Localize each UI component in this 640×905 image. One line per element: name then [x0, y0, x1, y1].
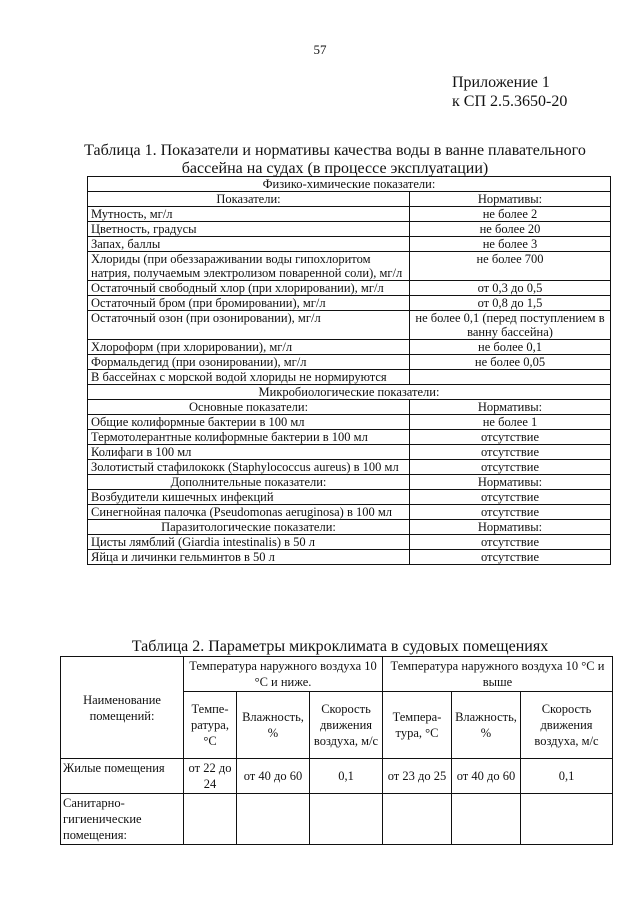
norm-cell: отсутствие [410, 430, 611, 445]
param-cell: Колифаги в 100 мл [88, 445, 410, 460]
header-parasit: Паразитологические показатели: [88, 520, 410, 535]
norm-cell-empty [410, 370, 611, 385]
norm-cell: не более 1 [410, 415, 611, 430]
param-cell: Возбудители кишечных инфекций [88, 490, 410, 505]
param-cell: Общие колиформные бактерии в 100 мл [88, 415, 410, 430]
header-norm: Нормативы: [410, 400, 611, 415]
table1-title [70, 142, 600, 178]
norm-cell: не более 0,05 [410, 355, 611, 370]
humidity-high-cell [452, 794, 521, 845]
param-cell: Синегнойная палочка (Pseudomonas aeruginosa) в 100 мл [88, 505, 410, 520]
table1-title-line-1: Таблица 1. Показатели и нормативы качества воды в ванне плавательного [84, 142, 586, 159]
norm-cell: отсутствие [410, 505, 611, 520]
header-main: Основные показатели: [88, 400, 410, 415]
section-physchem: Физико-химические показатели: [88, 177, 611, 192]
temp-low-cell [184, 794, 237, 845]
appendix-line-2: к СП 2.5.3650-20 [452, 93, 568, 110]
sea-water-note: В бассейнах с морской водой хлориды не нормируются [88, 370, 410, 385]
header-speed-low: Скорость движения воздуха, м/с [310, 692, 383, 759]
norm-cell: не более 0,1 [410, 340, 611, 355]
param-cell: Мутность, мг/л [88, 207, 410, 222]
norm-cell: от 0,8 до 1,5 [410, 296, 611, 311]
header-humidity-low: Влажность, % [237, 692, 310, 759]
param-cell: Золотистый стафилококк (Staphylococcus aureus) в 100 мл [88, 460, 410, 475]
param-cell: Запах, баллы [88, 237, 410, 252]
room-cell: Санитарно-гигиенические помещения: [61, 794, 184, 845]
header-additional: Дополнительные показатели: [88, 475, 410, 490]
section-micro: Микробиологические показатели: [88, 385, 611, 400]
appendix-reference [452, 73, 567, 111]
header-param: Показатели: [88, 192, 410, 207]
speed-high-cell: 0,1 [521, 759, 613, 794]
norm-cell: отсутствие [410, 445, 611, 460]
temp-high-cell: от 23 до 25 [383, 759, 452, 794]
header-temp-high: Темпера-тура, °С [383, 692, 452, 759]
norm-cell: не более 2 [410, 207, 611, 222]
header-norm: Нормативы: [410, 475, 611, 490]
param-cell: Яйца и личинки гельминтов в 50 л [88, 550, 410, 565]
norm-cell: не более 3 [410, 237, 611, 252]
header-group-high: Температура наружного воздуха 10 °С и выше [383, 657, 613, 692]
norm-cell: не более 700 [410, 252, 611, 281]
norm-cell: не более 0,1 (перед поступлением в ванну бассейна) [410, 311, 611, 340]
param-cell: Цисты лямблий (Giardia intestinalis) в 50 л [88, 535, 410, 550]
water-quality-table [87, 176, 611, 565]
norm-cell: отсутствие [410, 535, 611, 550]
microclimate-table [60, 656, 613, 845]
table1-title-line-2: бассейна на судах (в процессе эксплуатации) [181, 160, 489, 177]
param-cell: Термотолерантные колиформные бактерии в 100 мл [88, 430, 410, 445]
header-room: Наименование помещений: [61, 657, 184, 759]
appendix-line-1: Приложение 1 [452, 74, 550, 91]
header-temp-low: Темпе-ратура, °С [184, 692, 237, 759]
param-cell: Остаточный бром (при бромировании), мг/л [88, 296, 410, 311]
header-norm: Нормативы: [410, 520, 611, 535]
speed-high-cell [521, 794, 613, 845]
temp-low-cell: от 22 до 24 [184, 759, 237, 794]
temp-high-cell [383, 794, 452, 845]
speed-low-cell: 0,1 [310, 759, 383, 794]
norm-cell: от 0,3 до 0,5 [410, 281, 611, 296]
norm-cell: отсутствие [410, 550, 611, 565]
page-number: 57 [313, 42, 327, 57]
table2-title: Таблица 2. Параметры микроклимата в судовых помещениях [131, 638, 549, 655]
humidity-low-cell: от 40 до 60 [237, 759, 310, 794]
param-cell: Остаточный свободный хлор (при хлорировании), мг/л [88, 281, 410, 296]
norm-cell: отсутствие [410, 460, 611, 475]
param-cell: Хлороформ (при хлорировании), мг/л [88, 340, 410, 355]
humidity-high-cell: от 40 до 60 [452, 759, 521, 794]
header-group-low: Температура наружного воздуха 10 °С и ниже. [184, 657, 383, 692]
header-humidity-high: Влажность, % [452, 692, 521, 759]
header-norm: Нормативы: [410, 192, 611, 207]
param-cell: Остаточный озон (при озонировании), мг/л [88, 311, 410, 340]
room-cell: Жилые помещения [61, 759, 184, 794]
humidity-low-cell [237, 794, 310, 845]
speed-low-cell [310, 794, 383, 845]
norm-cell: не более 20 [410, 222, 611, 237]
header-speed-high: Скорость движения воздуха, м/с [521, 692, 613, 759]
norm-cell: отсутствие [410, 490, 611, 505]
param-cell: Цветность, градусы [88, 222, 410, 237]
param-cell: Хлориды (при обеззараживании воды гипохлоритом натрия, получаемым электролизом поваренной соли), мг/л [88, 252, 410, 281]
param-cell: Формальдегид (при озонировании), мг/л [88, 355, 410, 370]
